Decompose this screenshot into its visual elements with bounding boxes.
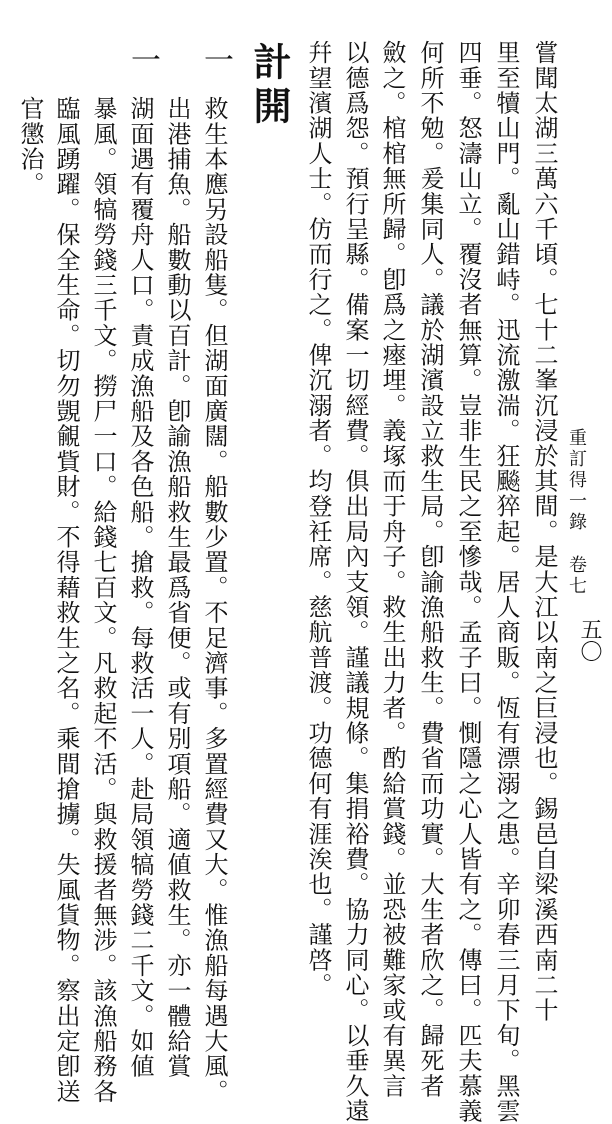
book-title: 重訂得一錄 — [566, 428, 587, 533]
section-heading: 計開 — [247, 42, 292, 130]
item-2-line-2: 官懲治。 — [16, 96, 44, 197]
preface-line-6: 以德爲怨。預行呈縣。備案一切經費。俱出局內支領。謹議規條。集捐裕費。協力同心。以垂久遠 — [341, 40, 369, 1124]
item-marker-1: 一 — [198, 44, 233, 74]
item-1-line-4: 暴風。領犒勞錢三千文。撈尸一口。給錢七百文。凡救起不活。與救援者無涉。該漁船務各 — [89, 96, 117, 1104]
preface-line-3: 四垂。怒濤山立。覆沒者無算。豈非生民之至慘哉。孟子曰。惻隱之心人皆有之。傳曰。匹夫慕義 — [454, 40, 482, 1124]
preface-line-5: 斂之。棺棺無所歸。卽爲之瘞埋。義塚而于舟子。救生出力者。酌給賞錢。並恐被難家或有異言 — [378, 40, 406, 1099]
item-2-line-1: 臨風踴躍。保全生命。切勿覬覦貲財。不得藉救生之名。乘間搶擄。失風貨物。察出定卽送 — [52, 96, 80, 1104]
item-marker-2: 一 — [125, 44, 160, 74]
item-1-line-1: 救生本應另設船隻。但湖面廣闊。船數少置。不足濟事。多置經費又大。惟漁船每遇大風。 — [200, 96, 228, 1104]
running-header — [567, 428, 585, 597]
preface-line-2: 里至犢山門。亂山錯峙。迅流激湍。狂飈猝起。居人商販。恆有漂溺之患。辛卯春三月下旬。黑雲 — [492, 40, 520, 1124]
item-1-line-2: 出港捕魚。船數動以百計。卽諭漁船救生最爲省便。或有別項船。適値救生。亦一體給賞 — [163, 96, 191, 1079]
preface-line-4: 何所不勉。爰集同人。議於湖濱設立救生局。卽諭漁船救生。費省而功實。大生者欣之。歸死者 — [416, 40, 444, 1099]
item-1-line-3: 湖面遇有覆舟人口。責成漁船及各色船。搶救。每救活一人。赴局領犒勞錢二千文。如値 — [126, 96, 154, 1079]
volume-label: 卷七 — [566, 555, 587, 597]
preface-line-1: 嘗聞太湖三萬六千頃。七十二峯沉浸於其間。是大江以南之巨浸也。錫邑自梁溪西南二十 — [530, 40, 558, 1023]
preface-line-7: 幷望濱湖人士。仿而行之。俾沉溺者。均登衽席。慈航普渡。功德何有涯涘也。謹啓。 — [304, 40, 332, 998]
page-number: 五〇 — [577, 618, 602, 662]
